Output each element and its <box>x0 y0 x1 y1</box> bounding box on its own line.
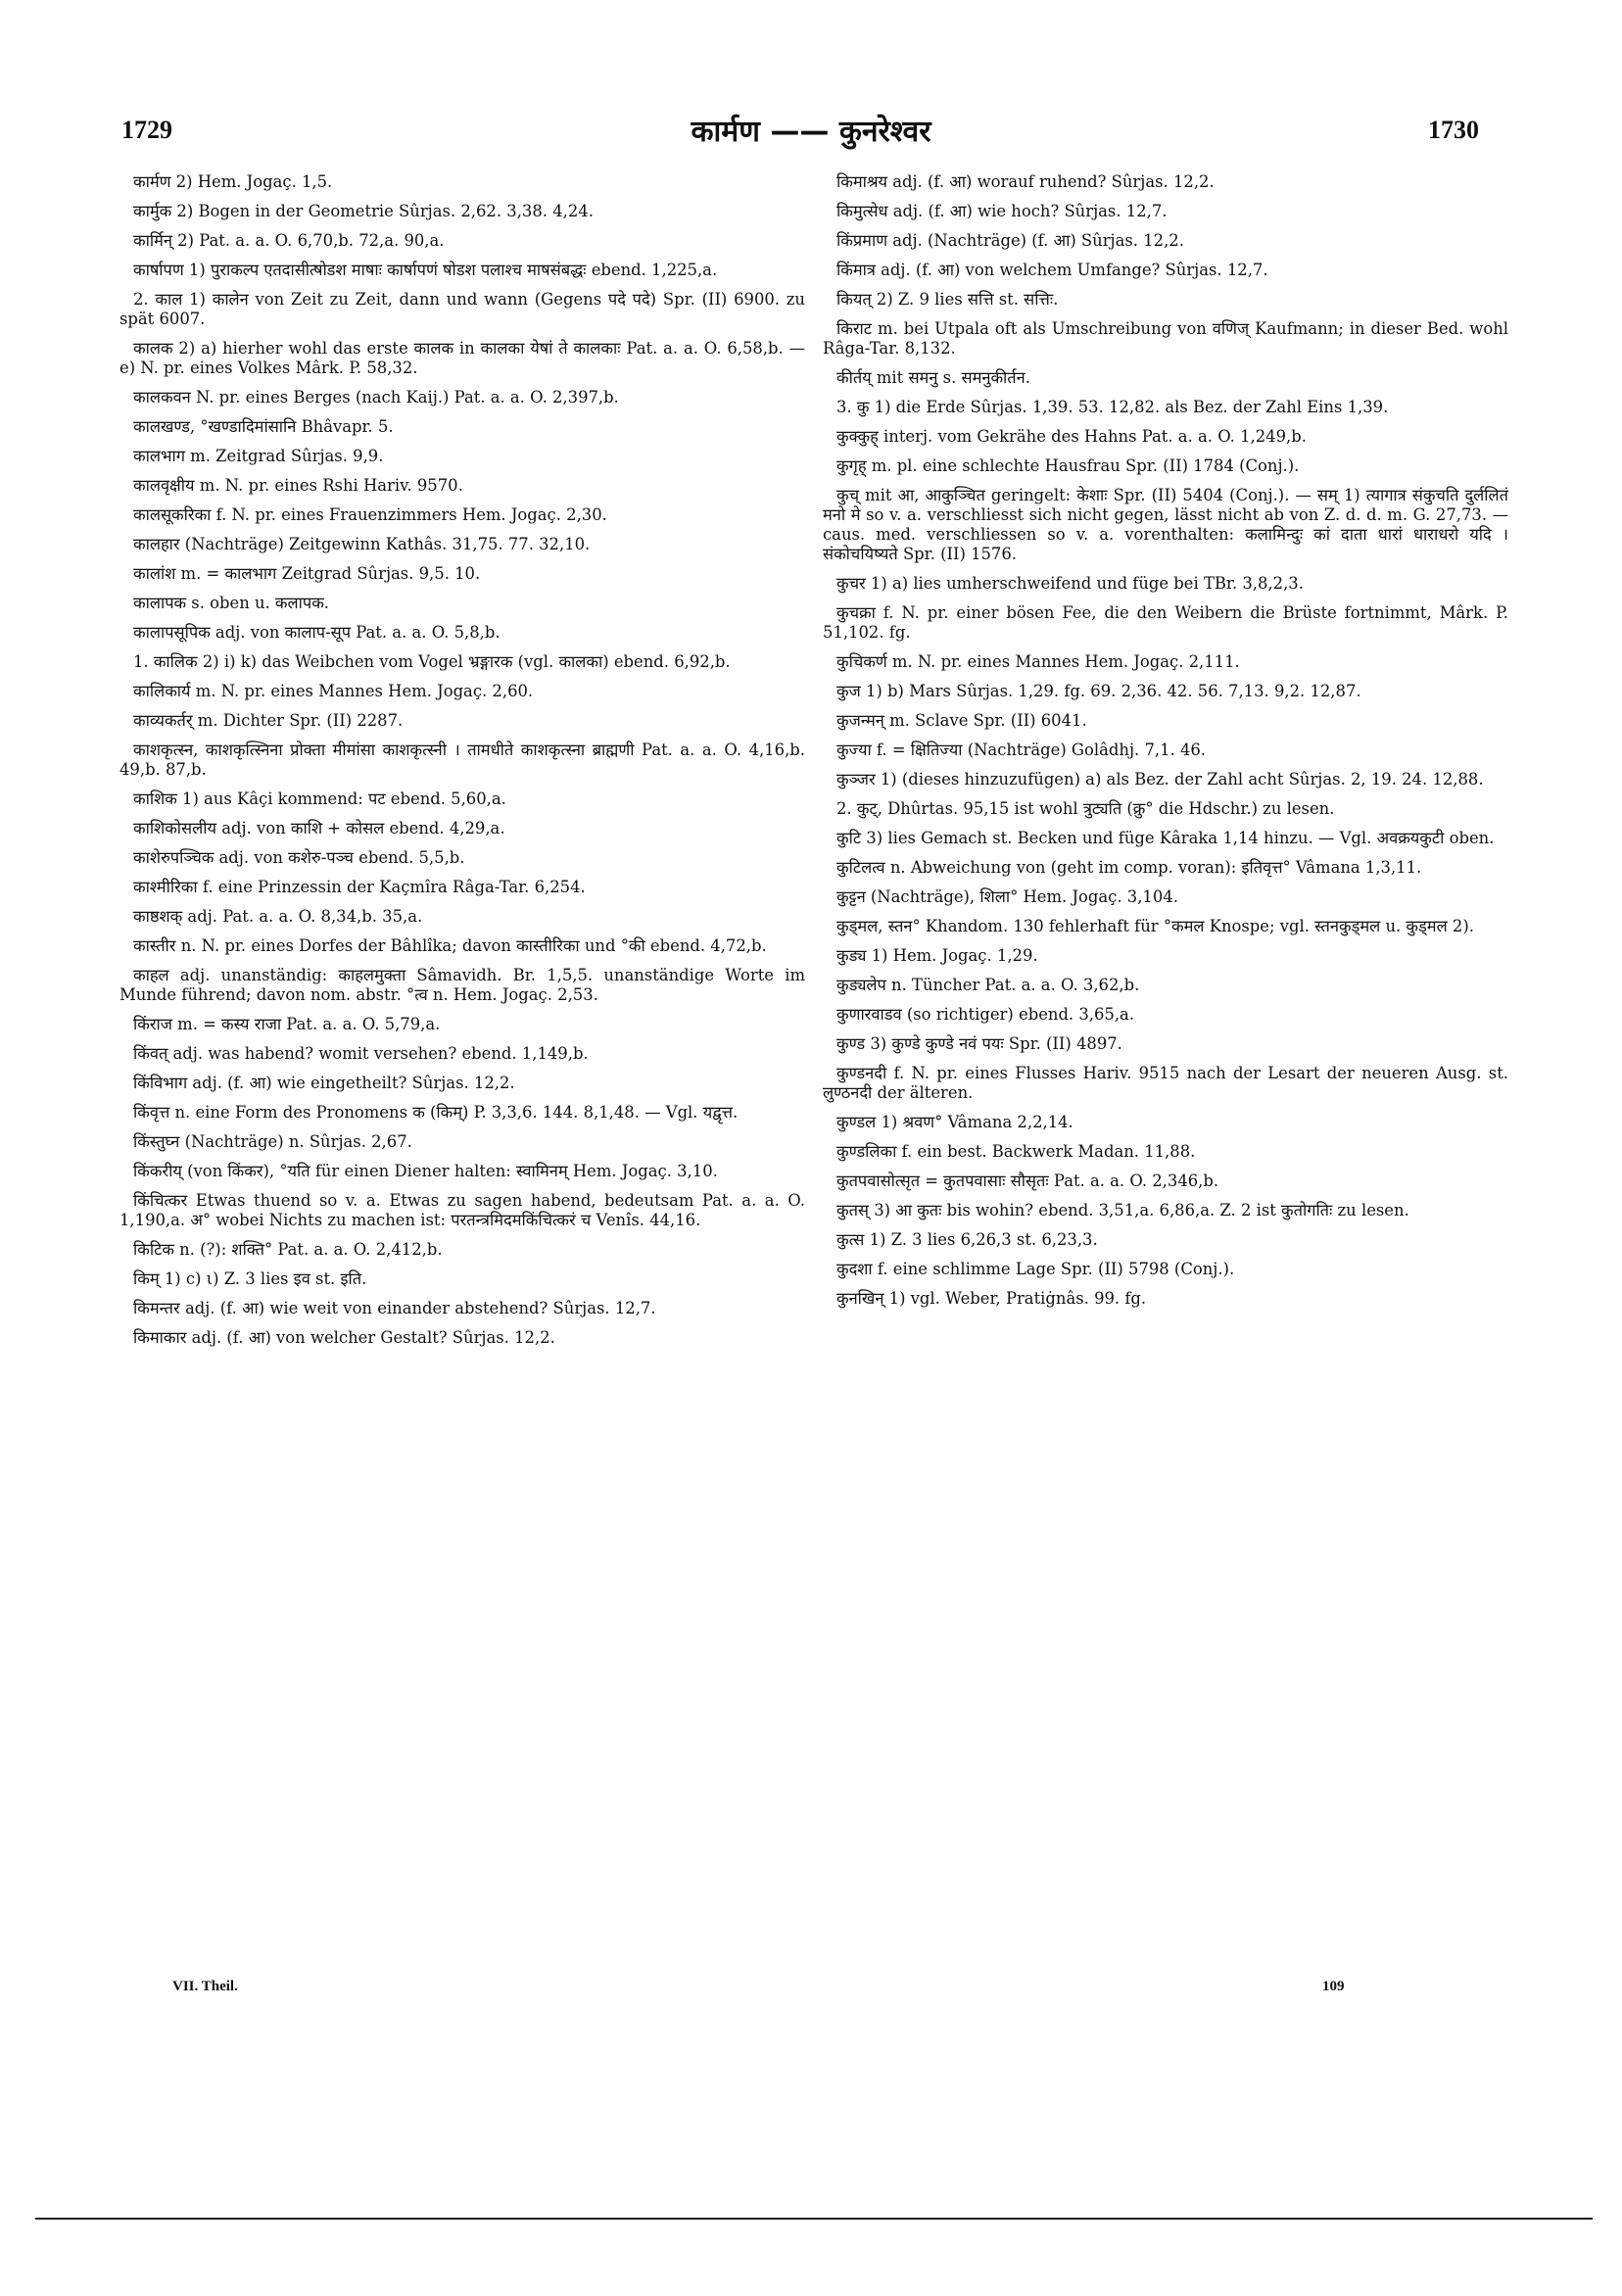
sheet-signature: 109 <box>1322 1979 1345 1994</box>
dictionary-entry: काशिकोसलीय adj. von काशि + कोसल ebend. 4,29,a. <box>133 819 505 837</box>
dictionary-entry: काशकृत्स्न, काशकृत्स्निना प्रोक्ता मीमांसा काशकृत्स्नी । तामधीते काशकृत्स्ना ब्राह्मणी Pat. a. a. O. 4,16,b. 49,b. 87,b. <box>119 741 805 779</box>
dictionary-entry: कालकवन N. pr. eines Berges (nach Kaij.) Pat. a. a. O. 2,397,b. <box>133 388 619 407</box>
dictionary-entry: किमाकार adj. (f. आ) von welcher Gestalt? Sûrjas. 12,2. <box>133 1328 555 1347</box>
left-column <box>119 172 805 1358</box>
dictionary-entry: कुड्यलेप n. Tüncher Pat. a. a. O. 3,62,b. <box>836 976 1140 994</box>
dictionary-entry: कुण्डलिका f. ein best. Backwerk Madan. 11,88. <box>836 1142 1196 1161</box>
dictionary-entry: कालिकार्य m. N. pr. eines Mannes Hem. Jogaç. 2,60. <box>133 682 534 700</box>
dictionary-entry: किंवत् adj. was habend? womit versehen? ebend. 1,149,b. <box>133 1044 589 1063</box>
dictionary-entry: कुड्य 1) Hem. Jogaç. 1,29. <box>836 946 1038 965</box>
dictionary-entry: कालभाग m. Zeitgrad Sûrjas. 9,9. <box>133 447 384 465</box>
dictionary-entry: किंकरीय् (von किंकर), °यति für einen Diener halten: स्वामिनम् Hem. Jogaç. 3,10. <box>133 1162 718 1180</box>
dictionary-entry: कुण्ड 3) कुण्डे कुण्डे नवं पयः Spr. (II) 4897. <box>836 1034 1122 1053</box>
dictionary-entry: कुचक्रा f. N. pr. einer bösen Fee, die den Weibern die Brüste fortnimmt, Mârk. P. 51,102. fg. <box>823 603 1508 642</box>
dictionary-entry: कुञ्जर 1) (dieses hinzuzufügen) a) als Bez. der Zahl acht Sûrjas. 2, 19. 24. 12,88. <box>836 770 1484 789</box>
running-head: कार्मण —— कुनरेश्वर <box>691 115 931 149</box>
dictionary-entry: कुत्स 1) Z. 3 lies 6,26,3 st. 6,23,3. <box>836 1230 1098 1249</box>
dictionary-entry: कुटि 3) lies Gemach st. Becken und füge Kâraka 1,14 hinzu. — Vgl. अवक्रयकुटी oben. <box>836 829 1495 847</box>
dictionary-entry: कुड्मल, स्तन° Khandom. 130 fehlerhaft für °कमल Knospe; vgl. स्तनकुड्मल u. कुड्मल 2). <box>836 917 1474 935</box>
dictionary-entry: कुतस् 3) आ कुतः bis wohin? ebend. 3,51,a. 6,86,a. Z. 2 ist कुतोगतिः zu lesen. <box>836 1201 1409 1220</box>
dictionary-entry: 3. कु 1) die Erde Sûrjas. 1,39. 53. 12,82. als Bez. der Zahl Eins 1,39. <box>836 398 1389 416</box>
dictionary-entry: कालापक s. oben u. कलापक. <box>133 594 329 612</box>
dictionary-entry: कालांश m. = कालभाग Zeitgrad Sûrjas. 9,5. 10. <box>133 564 481 583</box>
dictionary-entry: किंस्तुघ्न (Nachträge) n. Sûrjas. 2,67. <box>133 1132 412 1151</box>
page-number-right: 1730 <box>1428 116 1479 144</box>
dictionary-entry: काष्ठशक् adj. Pat. a. a. O. 8,34,b. 35,a. <box>133 907 423 926</box>
dictionary-entry: कालसूकरिका f. N. pr. eines Frauenzimmers Hem. Jogaç. 2,30. <box>133 505 607 524</box>
dictionary-entry: किटिक n. (?): शक्ति° Pat. a. a. O. 2,412,b. <box>133 1240 443 1259</box>
dictionary-entry: कुट्टन (Nachträge), शिला° Hem. Jogaç. 3,104. <box>836 887 1178 906</box>
right-column <box>823 172 1508 1318</box>
dictionary-entry: कुचिकर्ण m. N. pr. eines Mannes Hem. Jogaç. 2,111. <box>836 652 1240 671</box>
dictionary-entry: किंमात्र adj. (f. आ) von welchem Umfange? Sûrjas. 12,7. <box>836 261 1268 279</box>
dictionary-entry: कुटिलत्व n. Abweichung von (geht im comp. voran): इतिवृत्त° Vâmana 1,3,11. <box>836 858 1422 877</box>
dictionary-entry: कालखण्ड, °खण्डादिमांसानि Bhâvapr. 5. <box>133 417 394 436</box>
dictionary-entry: 2. कुट्, Dhûrtas. 95,15 ist wohl त्रुट्यति (क्रु° die Hdschr.) zu lesen. <box>836 799 1335 818</box>
dictionary-entry: कुतपवासोत्सृत = कुतपवासाः सौसृतः Pat. a. a. O. 2,346,b. <box>836 1172 1219 1190</box>
dictionary-entry: कुचर 1) a) lies umherschweifend und füge bei TBr. 3,8,2,3. <box>836 574 1304 593</box>
dictionary-entry: कुक्कुह् interj. vom Gekrähe des Hahns Pat. a. a. O. 1,249,b. <box>836 427 1307 446</box>
dictionary-entry: कुगृह् m. pl. eine schlechte Hausfrau Spr. (II) 1784 (Conj.). <box>836 456 1300 475</box>
dictionary-entry: कुज्या f. = क्षितिज्या (Nachträge) Golâdhj. 7,1. 46. <box>836 741 1207 759</box>
dictionary-entry: कुजन्मन् m. Sclave Spr. (II) 6041. <box>836 711 1087 730</box>
page-number-left: 1729 <box>121 116 172 144</box>
dictionary-entry: कुणारवाडव (so richtiger) ebend. 3,65,a. <box>836 1005 1135 1024</box>
dictionary-entry: कीर्तय् mit समनु s. समनुकीर्तन. <box>836 368 1030 387</box>
dictionary-entry: कालहार (Nachträge) Zeitgewinn Kathâs. 31,75. 77. 32,10. <box>133 535 591 553</box>
dictionary-entry: कुदशा f. eine schlimme Lage Spr. (II) 5798 (Conj.). <box>836 1260 1235 1278</box>
dictionary-entry: कार्मुक 2) Bogen in der Geometrie Sûrjas. 2,62. 3,38. 4,24. <box>133 202 594 220</box>
dictionary-entry: काश्मीरिका f. eine Prinzessin der Kaçmîra Râga-Tar. 6,254. <box>133 878 586 896</box>
dictionary-entry: कुनखिन् 1) vgl. Weber, Pratiġnâs. 99. fg. <box>836 1289 1147 1308</box>
dictionary-entry: 2. काल 1) कालेन von Zeit zu Zeit, dann und wann (Gegens पदे पदे) Spr. (II) 6900. zu spät 6007. <box>119 290 805 328</box>
dictionary-entry: कार्मण 2) Hem. Jogaç. 1,5. <box>133 172 333 191</box>
dictionary-entry: कुण्डनदी f. N. pr. eines Flusses Hariv. 9515 nach der Lesart der neueren Ausg. st. लुण्ठनदी der älteren. <box>823 1064 1508 1102</box>
dictionary-entry: काशेरुपञ्चिक adj. von कशेरु-पञ्च ebend. 5,5,b. <box>133 848 465 867</box>
dictionary-entry: कालवृक्षीय m. N. pr. eines Rshi Hariv. 9570. <box>133 476 463 495</box>
dictionary-entry: कुच् mit आ, आकुञ्चित geringelt: केशाः Spr. (II) 5404 (Conj.). — सम् 1) त्यागात्र संकुचति दुर्ललितं मनो मे so v. a. verschliesst sich nicht gegen, lässt nicht ab von Z. d. d. m. G. 27,73. — caus. med. verschliessen so v. a. vorenthalten: कलामिन्दुः कां दाता धारां धाराधरो यदि । संकोचयिष्यते Spr. (II) 1576. <box>823 486 1508 563</box>
dictionary-entry: काहल adj. unanständig: काहलमुक्ता Sâmavidh. Br. 1,5,5. unanständige Worte im Munde führend; davon nom. abstr. °त्व n. Hem. Jogaç. 2,53. <box>119 966 805 1004</box>
dictionary-entry: किंप्रमाण adj. (Nachträge) (f. आ) Sûrjas. 12,2. <box>836 231 1184 250</box>
volume-note: VII. Theil. <box>172 1979 238 1994</box>
dictionary-entry: किंचित्कर Etwas thuend so v. a. Etwas zu sagen habend, bedeutsam Pat. a. a. O. 1,190,a. अ° wobei Nichts zu machen ist: परतन्त्रमिदमकिंचित्करं च Venîs. 44,16. <box>119 1191 805 1229</box>
dictionary-entry: कार्षापण 1) पुराकल्प एतदासीत्षोडश माषाः कार्षापणं षोडश पलाश्च माषसंबद्धः ebend. 1,225,a. <box>133 261 718 279</box>
dictionary-entry: काशिक 1) aus Kâçi kommend: पट ebend. 5,60,a. <box>133 789 506 808</box>
dictionary-entry: कालक 2) a) hierher wohl das erste कालक in कालका येषां ते कालकाः Pat. a. a. O. 6,58,b. — e) N. pr. eines Volkes Mârk. P. 58,32. <box>119 339 805 377</box>
bottom-rule <box>35 2218 1593 2220</box>
dictionary-entry: कालापसूपिक adj. von कालाप-सूप Pat. a. a. O. 5,8,b. <box>133 623 501 642</box>
dictionary-entry: किंविभाग adj. (f. आ) wie eingetheilt? Sûrjas. 12,2. <box>133 1074 515 1092</box>
dictionary-entry: कास्तीर n. N. pr. eines Dorfes der Bâhlîka; davon कास्तीरिका und °की ebend. 4,72,b. <box>133 936 767 955</box>
dictionary-entry: किंराज m. = कस्य राजा Pat. a. a. O. 5,79,a. <box>133 1015 441 1033</box>
dictionary-entry: किमन्तर adj. (f. आ) wie weit von einander abstehend? Sûrjas. 12,7. <box>133 1299 656 1317</box>
dictionary-entry: कियत् 2) Z. 9 lies सत्ति st. सत्तिः. <box>836 290 1059 309</box>
dictionary-entry: किमाश्रय adj. (f. आ) worauf ruhend? Sûrjas. 12,2. <box>836 172 1215 191</box>
dictionary-entry: कार्मिन् 2) Pat. a. a. O. 6,70,b. 72,a. 90,a. <box>133 231 445 250</box>
dictionary-entry: 1. कालिक 2) i) k) das Weibchen vom Vogel भ्रङ्गारक (vgl. कालका) ebend. 6,92,b. <box>133 652 731 671</box>
dictionary-entry: कुज 1) b) Mars Sûrjas. 1,29. fg. 69. 2,36. 42. 56. 7,13. 9,2. 12,87. <box>836 682 1361 700</box>
dictionary-entry: किम् 1) c) ι) Z. 3 lies इव st. इति. <box>133 1269 367 1288</box>
dictionary-entry: किराट m. bei Utpala oft als Umschreibung von वणिज् Kaufmann; in dieser Bed. wohl Râga-Tar. 8,132. <box>823 319 1508 358</box>
dictionary-entry: किमुत्सेध adj. (f. आ) wie hoch? Sûrjas. 12,7. <box>836 202 1168 220</box>
dictionary-entry: किंवृत्त n. eine Form des Pronomens क (किम्) P. 3,3,6. 144. 8,1,48. — Vgl. यद्वृत्त. <box>133 1103 739 1122</box>
dictionary-entry: काव्यकर्तर् m. Dichter Spr. (II) 2287. <box>133 711 404 730</box>
dictionary-entry: कुण्डल 1) श्रवण° Vâmana 2,2,14. <box>836 1113 1073 1131</box>
